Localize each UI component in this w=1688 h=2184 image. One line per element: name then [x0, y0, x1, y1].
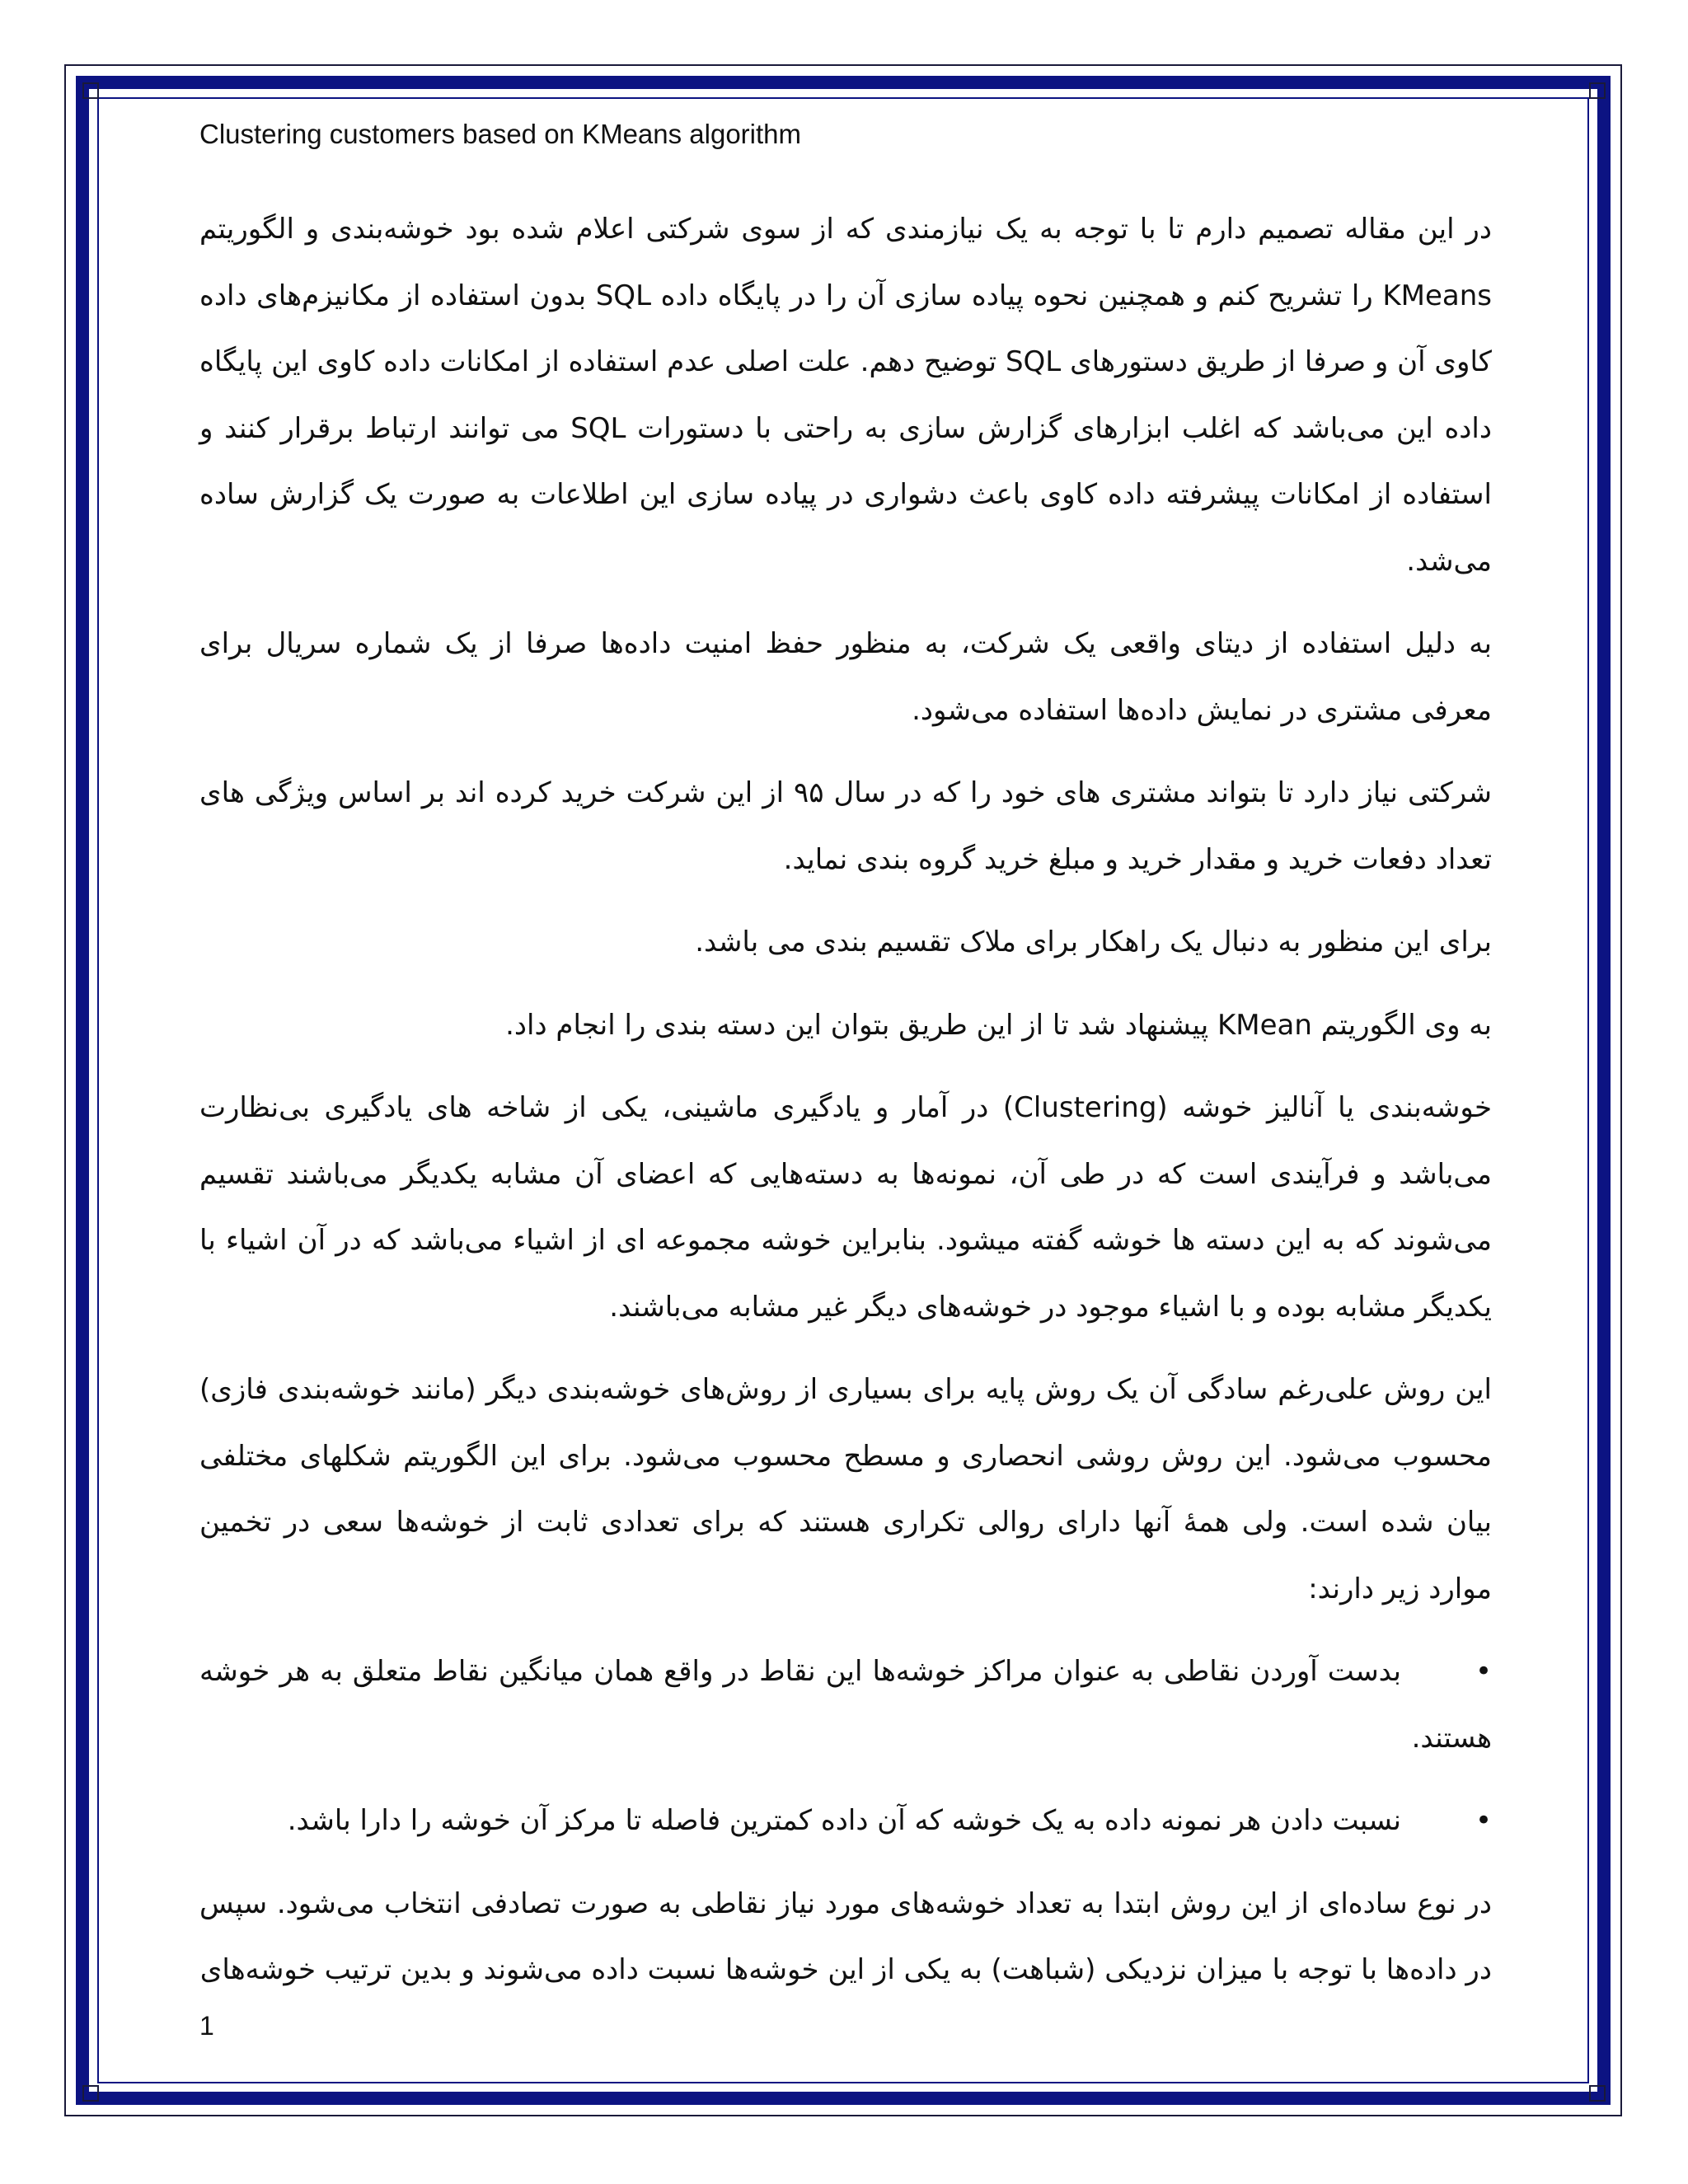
paragraph: خوشه‌بندی یا آنالیز خوشه (Clustering) در آمار و یادگیری ماشینی، یکی از شاخه های یادگیری بی‌نظارت می‌باشد و فرآیندی است که در طی آن، نمونه‌ها به دسته‌هایی که اعضای آن مشابه یکدیگر می‌باشند تقسیم می‌شوند که به این دسته ها خوشه گفته میشود. بنابراین خوشه مجموعه ای از اشیاء می‌باشد که در آن اشیاء با یکدیگر مشابه بوده و با اشیاء موجود در خوشه‌های دیگر غیر مشابه می‌باشند. — [199, 1091, 1492, 1324]
paragraph: در نوع ساده‌ای از این روش ابتدا به تعداد خوشه‌های مورد نیاز نقاطی به صورت تصادفی انتخاب می‌شود. سپس در داده‌ها با توجه با میزان نزدیکی (شباهت) به یکی از این خوشه‌ها نسبت داده می‌شوند و بدین ترتیب خوشه‌های — [199, 1886, 1492, 1986]
bullet-item — [199, 1638, 1492, 1771]
paragraph: در این مقاله تصمیم دارم تا با توجه به یک نیازمندی که از سوی شرکتی اعلام شده بود خوشه‌بندی و الگوریتم KMeans را تشریح کنم و همچنین نحوه پیاده سازی آن را در پایگاه داده SQL بدون استفاده از مکانیزم‌های داده کاوی آن و صرفا از طریق دستورهای SQL توضیح دهم. علت اصلی عدم استفاده از امکانات داده کاوی این پایگاه داده این می‌باشد که اغلب ابزارهای گزارش سازی به راحتی با دستورات SQL می توانند ارتباط برقرار کنند و استفاده از امکانات پیشرفته داده کاوی باعث دشواری در پیاده سازی این اطلاعات به صورت یک گزارش ساده می‌شد. — [199, 213, 1493, 578]
bullet-symbol: • — [1475, 1804, 1492, 1837]
bullet-text: نسبت دادن هر نمونه داده به یک خوشه که آن داده کمترین فاصله تا مرکز آن خوشه را دارا باشد. — [287, 1804, 1401, 1837]
paragraph: به دلیل استفاده از دیتای واقعی یک شرکت، به منظور حفظ امنیت داده‌ها صرفا از یک شماره سریال برای معرفی مشتری در نمایش داده‌ها استفاده می‌شود. — [199, 627, 1492, 727]
paragraph: به وی الگوریتم KMean پیشنهاد شد تا از این طریق بتوان این دسته بندی را انجام داد. — [505, 1008, 1492, 1042]
corner-ornament-bl — [82, 2085, 99, 2102]
bullet-item — [199, 1788, 1492, 1854]
corner-ornament-tr — [1589, 82, 1606, 99]
bullet-text: بدست آوردن نقاطی به عنوان مراکز خوشه‌ها این نقاط در واقع همان میانگین نقاط متعلق به هر خوشه هستند. — [199, 1655, 1492, 1755]
paragraph: برای این منظور به دنبال یک راهکار برای ملاک تقسیم بندی می باشد. — [695, 926, 1492, 958]
paragraph: این روش علی‌رغم سادگی آن یک روش پایه برای بسیاری از روش‌های خوشه‌بندی دیگر (مانند خوشه‌بندی فازی) محسوب می‌شود. این روش روشی انحصاری و مسطح محسوب می‌شود. برای این الگوریتم شکلهای مختلفی بیان شده است. ولی همهٔ آنها دارای روالی تکراری هستند که برای تعدادی ثابت از خوشه‌ها سعی در تخمین موارد زیر دارند: — [199, 1373, 1492, 1605]
document-header-title: Clustering customers based on KMeans algorithm — [199, 119, 802, 149]
bullet-symbol: • — [1475, 1655, 1492, 1688]
corner-ornament-tl — [82, 82, 99, 99]
page-number: 1 — [199, 2011, 214, 2041]
paragraph: شرکتی نیاز دارد تا بتواند مشتری های خود را که در سال ۹۵ از این شرکت خرید کرده اند بر اساس ویژگی های تعداد دفعات خرید و مقدار خرید و مبلغ خرید گروه بندی نماید. — [199, 776, 1492, 876]
document-body — [199, 196, 1492, 2020]
corner-ornament-br — [1589, 2085, 1606, 2102]
